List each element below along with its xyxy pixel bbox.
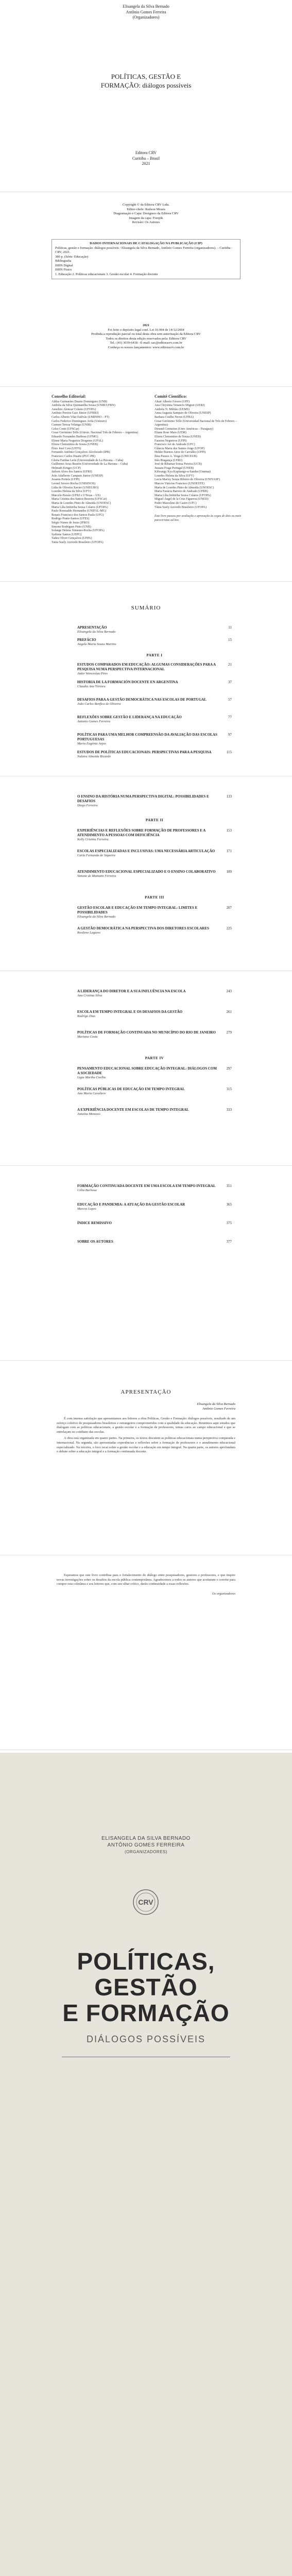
board-member-list: [51, 400, 139, 545]
board-member: Andréia da Silva Quintanilha Sousa (UNIR/UFRN): [51, 404, 115, 408]
toc-entry-title: EDUCAÇÃO E PANDEMIA: A ATUAÇÃO DA GESTÃO ESCOLAR: [77, 1202, 185, 1207]
toc-entry-author: Carla Fernanda de Siqueira: [77, 854, 115, 857]
board-member: Elizeu Clementino de Souza (UNEB): [51, 443, 98, 447]
board-member: Francisco Carlos Duarte (PUC-PR): [51, 454, 95, 458]
board-member: Tânia Suely Azevedo Brasileiro (UFOPA): [154, 505, 207, 509]
publisher-year: 2021: [142, 161, 150, 166]
toc-entry[interactable]: [77, 828, 232, 842]
toc-entry-title: REFLEXÕES SOBRE GESTÃO E LIDERANÇA NA EDUCAÇÃO: [77, 715, 182, 719]
rights-year: 2021: [143, 324, 149, 327]
cover-title-line: E FORMAÇÃO: [62, 1999, 230, 2026]
book-cover: [0, 1753, 292, 2576]
board-member: Rodrigo Pratte-Santos (UFES): [51, 517, 90, 521]
copyright-line: Copyright © da Editora CRV Ltda.: [123, 203, 169, 207]
board-member: Lourdes Helena da Silva (UFV): [154, 474, 194, 478]
board-member: Maria Lília Imbiriba Sousa Colares (UFOPA): [154, 494, 211, 497]
author-name: Elisangela da Silva Bernado: [197, 1402, 235, 1406]
board-member: Celso Conti (UFSCar): [51, 427, 79, 431]
toc-part-heading: PARTE IV: [145, 1056, 164, 1060]
toc-entry[interactable]: [77, 1240, 232, 1244]
toc-entry-title: PREFÁCIO: [77, 638, 96, 642]
cip-line: 380 p. (Série: Educação): [55, 255, 89, 259]
board-member: Fernando Antônio Gonçalves Alcoforado (IPB): [51, 451, 110, 454]
board-member: Eliane Rose Maio (UEM): [154, 431, 186, 435]
board-member: Ilma Passos A. Veiga (UNICEUB): [154, 454, 197, 458]
cip-line: 1. Educação 2. Políticas educacionais 3. Gestão escolar 4. Formação docente: [55, 272, 158, 276]
apresentacao-body: [57, 1573, 235, 1596]
cip-box: [51, 239, 241, 279]
apresentacao-heading: APRESENTAÇÃO: [121, 1389, 171, 1395]
toc-entry-page: 243: [226, 989, 232, 993]
peer-review-note: Este livro passou por avaliação e aprovação às cegas de dois ou mais pareceristas ad hoc.: [154, 515, 242, 522]
cip-title: DADOS INTERNACIONAIS DE CATALOGAÇÃO NA PUBLICAÇÃO (CIP): [90, 242, 202, 245]
toc-entry-author: Nalzira Almeida Ricardo: [77, 755, 111, 758]
toc-entry[interactable]: [77, 733, 232, 747]
author-name: Antônio Gomes Ferreira: [202, 1406, 235, 1411]
board-member: Anna Augusta Sampaio de Oliveira (UNESP): [154, 412, 211, 415]
toc-page: [0, 584, 292, 776]
apresentacao-authors: [197, 1402, 235, 1411]
toc-entry-author: Diego Ferreira: [77, 804, 98, 807]
toc-entry-page: 365: [226, 1202, 232, 1207]
toc-part-heading: PARTE III: [145, 895, 164, 900]
board-member: Maria Eurácia Barreto de Andrade (UFRB): [154, 490, 208, 494]
toc-entry-title: ESCOLA EM TEMPO INTEGRAL E OS DESAFIOS DA GESTÃO: [77, 1010, 183, 1014]
toc-entry-page: 97: [228, 733, 232, 737]
editor-list: [0, 4, 292, 21]
toc-entry-title: PENSAMENTO EDUCACIONAL SOBRE EDUCAÇÃO INTEGRAL: DIÁLOGOS COM A SOCIEDADE: [77, 1066, 217, 1075]
toc-entry-author: Janaína Menezes: [77, 1112, 100, 1116]
cover-subtitle: DIÁLOGOS POSSÍVEIS: [86, 2034, 206, 2044]
board-member: Élsio José Corá (UFFS): [51, 447, 81, 450]
toc-entry[interactable]: [77, 715, 232, 724]
toc-entry-title: POLÍTICAS PÚBLICAS DE EDUCAÇÃO EM TEMPO INTEGRAL: [77, 1087, 185, 1091]
board-member: José de Ribamar Sousa Pereira (UCB): [154, 463, 202, 466]
board-member: Elione Maria Nogueira Diogenes (UFAL): [51, 439, 104, 443]
copyright-page: [0, 195, 292, 387]
toc-entry-author: Elisangela da Silva Bernado: [77, 630, 116, 634]
board-member: Míguel Ángel de la Cruz Figueroa (UNED): [154, 498, 209, 501]
board-member: Josania Portela (UFPI): [51, 478, 80, 482]
editor-name: Elisangela da Silva Bernado: [123, 4, 169, 9]
cip-line: Bibliografia: [55, 259, 72, 263]
cover-title: [0, 1948, 292, 2026]
board-member: Elizeu Clementino de Souza (UNEB): [154, 435, 201, 438]
cip-line: Políticas, gestão e formação: diálogos possíveis / Elisangela da Silva Bernado, Antônio Gomes Ferreira (organizadores). – Curitiba : CRV, 2021.: [55, 246, 232, 254]
board-member: Marcelo Paixão (UFRJ e UTexas – US): [51, 494, 100, 497]
board-member: Jussara Fraga Portugal (UNEB): [154, 466, 194, 470]
board-column-conselho: [51, 395, 139, 545]
board-member: Barbara Coelho Neves (UFBA): [154, 415, 194, 419]
book-title-line: FORMAÇÃO: diálogos possíveis: [100, 81, 192, 89]
board-member: Lídia de Oliveira Xavier (UNIEURO): [51, 486, 99, 489]
toc-entry-author: Jáder Wenceslau Pires: [77, 672, 108, 675]
toc-heading: SUMÁRIO: [131, 605, 161, 611]
board-member: Solange Helena Ximenes-Rocha (UFOPA): [51, 529, 105, 533]
toc-page: [0, 1168, 292, 1361]
toc-entry[interactable]: [77, 794, 232, 808]
cover-editor-name: ANTÔNIO GOMES FERREIRA: [107, 1842, 185, 1848]
toc-entry-title: ATENDIMENTO EDUCACIONAL ESPECIALIZADO E O ENSINO COLABORATIVO: [77, 870, 216, 874]
cip-line: ISBN Digital: [55, 263, 73, 267]
toc-entry-title: HISTORIA DE LA FORMACIÓN DOCENTE EN ARGENTINA: [77, 680, 178, 684]
editor-role: (Organizadores): [132, 15, 160, 20]
toc-entry-author: Ana Cristina Silva: [77, 994, 102, 997]
copyright-line: Imagem da capa: Freepik: [129, 216, 163, 220]
board-member: Leonel Severo Rocha (UNISINOS): [51, 482, 96, 486]
toc-entry-title: POLÍTICAS PARA UMA MELHOR COMPREENSÃO DA AVALIAÇÃO DAS ESCOLAS PORTUGUESAS: [77, 733, 217, 741]
board-member: Lourdes Helena da Silva (UFV): [51, 490, 91, 494]
board-member: Cesar Gerónimo Tello (Univer. Nacional Três de Febrero – Argentina): [51, 431, 139, 435]
copyright-line: Revisão: Os Autores: [132, 221, 160, 224]
board-member: Sérgio Nunes de Jesus (IFRO): [51, 521, 89, 524]
title-page: [0, 0, 292, 192]
toc-part-heading: PARTE II: [145, 818, 164, 822]
toc-entry-author: Claudia Ana Tórtora: [77, 685, 106, 688]
toc-entry-author: Simone de Mamann Ferreira: [77, 874, 116, 878]
rights-line: Proibida a reprodução parcial ou total desta obra sem autorização da Editora CRV: [91, 332, 201, 336]
rights-line: Tel.: (41) 3039-6418 - E-mail: sac@editoracrv.com.br: [110, 341, 182, 345]
toc-entry-page: 133: [226, 794, 232, 799]
board-member: Antônio Pereira Gaio Júnior (UFRRJ): [51, 412, 99, 415]
paragraph: É com imensa satisfação que apresentamos aos leitores a obra Políticas, Gestão e Formação: diálogos possíveis, resultado de um esforço coletivo de pesquisadores brasileiros e estrangeiros comprometidos com a qualidade da educação. Reunimos aqui estudos que dialogam com as políticas educacionais, a gestão escolar e a formação de professores, temas caros ao campo educacional e que se entrelaçam no cotidiano das escolas.: [57, 1417, 235, 1434]
book-title-line: POLÍTICAS, GESTÃO E: [111, 73, 181, 80]
toc-entry-author: Ligia Martha Coelho: [77, 1076, 106, 1079]
cover-editor-role: (ORGANIZADORES): [124, 1850, 168, 1854]
board-member: Aldira Guimarães Duarte Domínguez (UNB): [51, 400, 108, 403]
toc-entry[interactable]: [77, 1066, 232, 1080]
board-member: Jailson Alves dos Santos (UFRJ): [51, 470, 92, 474]
toc-entry-title: FORMAÇÃO CONTINUADA DOCENTE EM UMA ESCOLA EM TEMPO INTEGRAL: [77, 1184, 216, 1188]
toc-entry-title: A LIDERANÇA DO DIRETOR E A SUA INFLUÊNCIA NA ESCOLA: [77, 989, 186, 993]
toc-entry[interactable]: [77, 1087, 232, 1096]
crv-logo-text: CRV: [138, 1898, 153, 1906]
toc-entry-author: João Carlos Benfica de Oliveira: [77, 702, 121, 706]
board-member: Gloria Fariñas León (Universidade de La Havana – Cuba): [51, 459, 124, 462]
toc-entry[interactable]: [77, 1202, 232, 1212]
toc-page: [0, 974, 292, 1166]
toc-entry-page: 77: [228, 715, 232, 719]
rights-block: [51, 324, 241, 350]
toc-entry-author: Maria Eugénia Anjos: [77, 742, 106, 745]
toc-entry-page: 153: [226, 828, 232, 833]
toc-entry-page: 57: [228, 698, 232, 702]
toc-entry[interactable]: [77, 1184, 232, 1193]
toc-entry[interactable]: [77, 906, 232, 920]
rights-line: Todos os direitos desta edição reservados pela: Editora CRV: [106, 336, 186, 341]
rights-line: Foi feito o depósito legal conf. Lei 10.994 de 14/12/2004: [108, 328, 184, 332]
board-member: Anselmo Alencar Colares (UFOPA): [51, 408, 96, 411]
toc-entry-title: DESAFIOS PARA A GESTÃO DEMOCRÁTICA NAS ESCOLAS DE PORTUGAL: [77, 698, 207, 702]
toc-entry-author: Antonio Gomes Ferreira: [77, 720, 111, 723]
toc-entry-author: Kelly Cristina Ferreira: [77, 838, 109, 841]
board-columns: [51, 395, 247, 575]
toc-entry[interactable]: [77, 638, 232, 647]
board-heading: Conselho Editorial:: [51, 394, 86, 399]
toc-entry-title: A EXPERIÊNCIA DOCENTE EM ESCOLAS DE TEMPO INTEGRAL: [77, 1108, 189, 1112]
board-member: Guillermo Arias Beatón (Universidade de La Havana – Cuba): [51, 463, 128, 466]
toc-entry-page: 207: [226, 906, 232, 910]
toc-entry-author: Rodrigo Dias: [77, 1014, 96, 1018]
toc-entry-title: APRESENTAÇÃO: [77, 625, 107, 630]
board-member: Diosnel Centurion (Univ Américas – Paraguay): [154, 427, 214, 431]
toc-entry[interactable]: [77, 926, 232, 936]
board-member: Paulo Romualdo Hernandes (UNIFAL-MG): [51, 510, 107, 513]
board-member: Maria Cristina dos Santos Bezerra (UFSCar): [51, 498, 107, 501]
toc-entry-title: POLÍTICAS DE FORMAÇÃO CONTINUADA NO MUNICÍPIO DO RIO DE JANEIRO: [77, 1030, 216, 1035]
toc-part-heading: PARTE I: [146, 653, 163, 657]
board-member: Carlos Alberto Vilar Estêvão (UMINHO – PT): [51, 415, 110, 419]
cover-background: [0, 1753, 292, 2576]
board-member: Carlos Federico Dominguez Avila (Unieuro): [51, 419, 107, 423]
board-member: Renato Francisco dos Santos Paula (UFG): [51, 513, 104, 517]
board-member: Marcos Vinicius Francisco (UNOESTE): [154, 482, 205, 486]
board-member: Inês Bragança (UERJ): [154, 459, 182, 462]
editorial-board-page: [0, 389, 292, 582]
toc-entry-page: 171: [226, 849, 232, 853]
toc-entry-page: 375: [226, 1221, 232, 1225]
paragraph: A obra está organizada em quatro partes. Na primeira, os textos discutem as políticas educacionais numa perspectiva comparada e internacional. Na segunda, são apresentadas experiências e reflexões sobre a formação de professores e o atendimento educacional especializado. Na terceira, o foco recai sobre a gestão escolar e a educação em tempo integral. Na quarta parte, os autores aprofundam o debate sobre a educação integral e a formação continuada docente.: [57, 1436, 235, 1454]
toc-entry[interactable]: [77, 1030, 232, 1040]
toc-entry-author: Marcos Lopes: [77, 1207, 96, 1211]
toc-entry-title: ESCOLAS ESPECIALIZADAS E INCLUSIVAS: UMA NECESSÁRIA ARTICULAÇÃO: [77, 849, 215, 853]
toc-entry[interactable]: [77, 698, 232, 707]
toc-entry-page: 115: [226, 750, 232, 754]
toc-entry-page: 377: [226, 1240, 232, 1244]
copyright-line: Editor-chefe: Railson Moura: [127, 207, 165, 211]
apresentacao-page: [0, 1558, 292, 1750]
toc-entry-page: 351: [226, 1184, 232, 1188]
copyright-block: [51, 203, 241, 225]
cover-editor-name: ELISANGELA DA SILVA BERNADO: [101, 1836, 191, 1841]
toc-entry[interactable]: [77, 663, 232, 676]
publisher-block: [0, 150, 292, 167]
board-member: Maria Lília Imbiriba Sousa Colares (UFOPA): [51, 505, 108, 509]
board-member: Carmen Tereza Velanga (UNIR): [51, 423, 92, 427]
publisher-name: Editora CRV: [135, 150, 157, 155]
toc-entry-page: 37: [228, 680, 232, 684]
toc-entry-page: 315: [226, 1087, 232, 1091]
board-member: Tania Suely Azevedo Brasileiro (UFOPA): [51, 540, 104, 544]
board-member: Maria de Lourdes Pinto de Almeida (UNOESC): [51, 502, 111, 505]
toc-entry[interactable]: [77, 1010, 232, 1019]
copyright-line: Diagramação e Capa: Designers da Editora CRV: [113, 212, 179, 215]
toc-entry[interactable]: [77, 849, 232, 858]
toc-entry-author: Mariana Costa: [77, 1035, 98, 1039]
paragraph: Esperamos que este livro contribua para o fortalecimento do diálogo entre pesquisadores, gestores e professores, e que inspire novas investigações sobre os desafios da escola pública contemporânea. Agradecemos a todos os autores que aceitaram o convite para compor esta coletânea e aos leitores que, com seu olhar crítico, darão continuidade a essas reflexões.: [57, 1573, 235, 1586]
toc-entry-author: Ana Maria Cavaliere: [77, 1092, 106, 1095]
toc-entry-page: 297: [226, 1066, 232, 1071]
toc-entry[interactable]: [77, 870, 232, 879]
board-column-comite: [154, 395, 242, 522]
toc-entry[interactable]: [77, 989, 232, 998]
board-member: João Adalberto Campato Junior (UNESP): [51, 474, 104, 478]
toc-entry-title: O ENSINO DA HISTÓRIA NUMA PERSPECTIVA DIGITAL: POSSIBILIDADES E DESAFIOS: [77, 794, 209, 803]
book-title: [0, 72, 292, 90]
toc-entry-page: 279: [226, 1030, 232, 1035]
cip-line: ISBN Físico: [55, 268, 72, 272]
toc-entry[interactable]: [77, 680, 232, 689]
toc-entry-page: 11: [228, 625, 232, 630]
toc-entry-title: GESTÃO ESCOLAR E EDUCAÇÃO EM TEMPO INTEGRAL: LIMITES E POSSIBILIDADES: [77, 906, 198, 914]
toc-entry-page: 189: [226, 870, 232, 874]
toc-entry-author: Rosilene Lagares: [77, 931, 101, 935]
cover-title-line: POLÍTICAS,: [77, 1948, 215, 1975]
board-member: Pedro Marcelino de Castro (UFC): [154, 502, 197, 505]
board-member: Ana Chrystina Venancio Mignot (UERJ): [154, 404, 205, 408]
toc-entry-title: ÍNDICE REMISSIVO: [77, 1221, 112, 1225]
toc-entry-title: A GESTÃO DEMOCRÁTICA NA PERSPECTIVA DOS DIRETORES ESCOLARES: [77, 926, 209, 930]
cover-editors: [0, 1835, 292, 1855]
signature: Os organizadores: [212, 1591, 235, 1596]
toc-entry[interactable]: [77, 1108, 232, 1117]
board-member: Lucia Marisy Souza Ribeiro de Oliveira (UNIVASF): [154, 478, 220, 482]
board-member: Eduardo Fernandes Barbosa (UFMG): [51, 435, 98, 438]
toc-entry-page: 261: [226, 1010, 232, 1014]
toc-entry-title: ESTUDOS DE POLÍTICAS EDUCACIONAIS: PERSPECTIVAS PARA A PESQUISA: [77, 750, 212, 754]
board-member: Fauston Negreiros (UFPI): [154, 439, 187, 443]
board-member: Helder Buenos Aires de Carvalho (UFPI): [154, 451, 206, 454]
toc-entry[interactable]: [77, 1221, 232, 1226]
toc-page: [0, 779, 292, 971]
publisher-city: Curitiba – Brasil: [132, 156, 160, 161]
rights-line: Conheça os nossos lançamentos: www.editoracrv.com.br: [108, 345, 184, 349]
crv-logo: [123, 1887, 169, 1918]
toc-entry-title: ESTUDOS COMPARADOS EM EDUCAÇÃO: ALGUMAS CONSIDERAÇÕES PARA A PESQUISA NUMA PERSPECTIVA INTERNACIONAL: [77, 663, 216, 671]
board-member: Cesar Gerónimo Tello (Universidad Nacional de Três de Febrero – Argentina): [154, 419, 237, 427]
toc-entry[interactable]: [77, 750, 232, 759]
board-member: Altair Alberto Fávero (UPF): [154, 400, 190, 403]
toc-entry-title: EXPERIÊNCIAS E REFLEXÕES SOBRE FORMAÇÃO DE PROFESSORES E A ATENDIMENTO A PESSOAS COM DEFICIÊNCIA: [77, 828, 205, 837]
board-heading: Comitê Científico:: [154, 394, 187, 399]
toc-entry-page: 15: [228, 638, 232, 642]
board-member: Gláucia Maria dos Santos Jorge (UFOP): [154, 447, 205, 450]
board-member: Helmuth Krüger (UCP): [51, 466, 81, 470]
board-member: Francisco Ari de Andrade (UFC): [154, 443, 195, 447]
board-member: Simone Rodrigues Pinto (UNB): [51, 525, 91, 529]
board-member: Maria de Lourdes Pinto de Almeida (UNOESC): [154, 486, 214, 489]
toc-entry-page: 333: [226, 1108, 232, 1112]
board-member: Tadeu Oliver Gonçalves (UFPA): [51, 537, 92, 540]
board-member: Kilwangy Kya Kapitango-a-Samba (Unemat): [154, 470, 211, 474]
toc-entry-title: SOBRE OS AUTORES: [77, 1240, 113, 1244]
board-member: Sydione Santos (UEPG): [51, 533, 82, 536]
toc-entry-page: 225: [226, 926, 232, 930]
board-member: Andréia N. Militão (UEMS): [154, 408, 190, 411]
toc-entry-author: Célia Barbosa: [77, 1189, 97, 1192]
editor-name: Antônio Gomes Ferreira: [126, 9, 166, 14]
toc-entry-author: Elisangela da Silva Bernado: [77, 915, 116, 919]
toc-entry[interactable]: [77, 625, 232, 635]
toc-entry-page: 21: [228, 663, 232, 667]
toc-entry-author: Angela Maria Souza Martins: [77, 642, 116, 646]
board-member-list: [154, 400, 242, 510]
apresentacao-body: [57, 1417, 235, 1456]
apresentacao-page: [0, 1363, 292, 1555]
cover-title-line: GESTÃO: [94, 1974, 198, 2001]
